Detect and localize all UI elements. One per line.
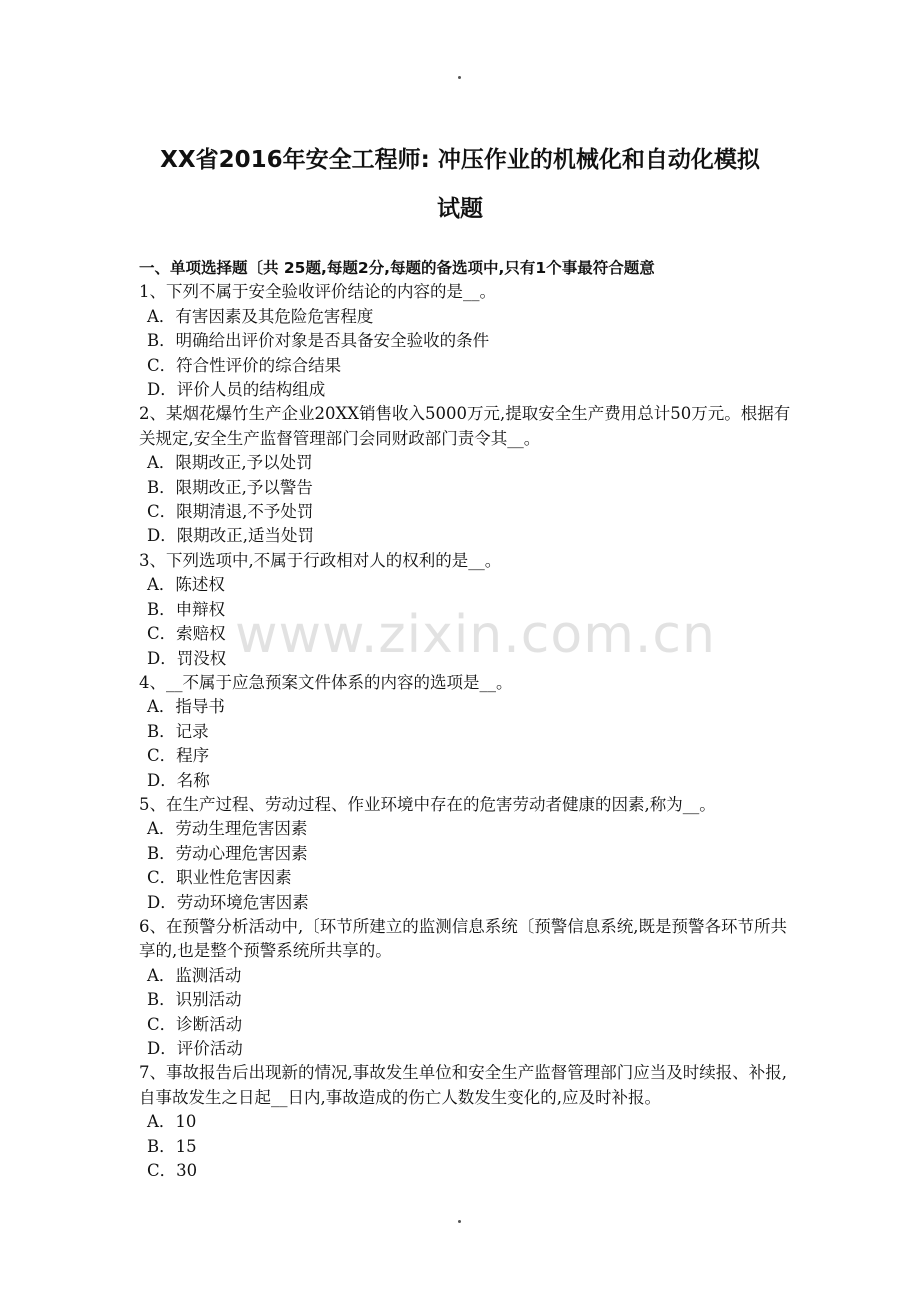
- watermark: www.zixin.com.cn: [235, 605, 716, 665]
- question-option: D．劳动环境危害因素: [147, 892, 309, 912]
- question-option: A．10: [147, 1112, 197, 1132]
- question-option: C．职业性危害因素: [147, 868, 292, 888]
- question-option: D．名称: [147, 770, 210, 790]
- section-heading: 一、单项选择题〔共 25题,每题2分,每题的备选项中,只有1个事最符合题意: [139, 259, 655, 277]
- question-option: B．15: [147, 1136, 197, 1156]
- question-option: A．限期改正,予以处罚: [147, 453, 313, 473]
- question-option: A．劳动生理危害因素: [147, 819, 308, 839]
- question-option: D．限期改正,适当处罚: [147, 526, 314, 546]
- question-text: 4、__不属于应急预案文件体系的内容的选项是__。: [139, 672, 513, 692]
- question-option: C．30: [147, 1161, 198, 1181]
- question-option: B．记录: [147, 721, 209, 741]
- question-text: 3、下列选项中,不属于行政相对人的权利的是__。: [139, 550, 502, 570]
- question-option: C．诊断活动: [147, 1014, 243, 1034]
- question-list: [139, 256, 799, 1183]
- document-title-continued: 试题: [437, 196, 483, 222]
- question-text: 6、在预警分析活动中,〔环节所建立的监测信息系统〔预警信息系统,既是预警各环节所共享的,也是整个预警系统所共享的。: [139, 916, 787, 961]
- question-text: 2、某烟花爆竹生产企业20XX销售收入5000万元,提取安全生产费用总计50万元。根据有关规定,安全生产监督管理部门会同财政部门责令其__。: [139, 404, 791, 448]
- question-text: 1、下列不属于安全验收评价结论的内容的是__。: [139, 282, 496, 302]
- page-marker-dot: [458, 1220, 461, 1223]
- question-text: 5、在生产过程、劳动过程、作业环境中存在的危害劳动者健康的因素,称为__。: [139, 794, 716, 814]
- question-text: 7、事故报告后出现新的情况,事故发生单位和安全生产监督管理部门应当及时续报、补报,自事故发生之日起__日内,事故造成的伤亡人数发生变化的,应及时补报。: [139, 1063, 787, 1107]
- question-option: B．劳动心理危害因素: [147, 843, 308, 863]
- question-option: D．评价人员的结构组成: [147, 380, 326, 400]
- document-title: XX省2016年安全工程师: 冲压作业的机械化和自动化模拟: [160, 147, 760, 173]
- question-option: B．识别活动: [147, 990, 242, 1010]
- page-marker-dot: [458, 76, 461, 79]
- question-option: A．陈述权: [147, 575, 225, 595]
- question-option: C．限期清退,不予处罚: [147, 502, 314, 522]
- question-option: A．监测活动: [147, 965, 242, 985]
- question-option: B．限期改正,予以警告: [147, 477, 313, 497]
- question-option: A．有害因素及其危险危害程度: [147, 306, 374, 326]
- question-option: B．申辩权: [147, 599, 226, 619]
- question-option: C．索赔权: [147, 624, 226, 644]
- question-option: D．罚没权: [147, 648, 227, 668]
- question-option: B．明确给出评价对象是否具备安全验收的条件: [147, 331, 490, 351]
- question-option: C．程序: [147, 746, 210, 766]
- question-option: D．评价活动: [147, 1039, 243, 1058]
- question-option: A．指导书: [147, 697, 225, 717]
- question-option: C．符合性评价的综合结果: [147, 355, 342, 375]
